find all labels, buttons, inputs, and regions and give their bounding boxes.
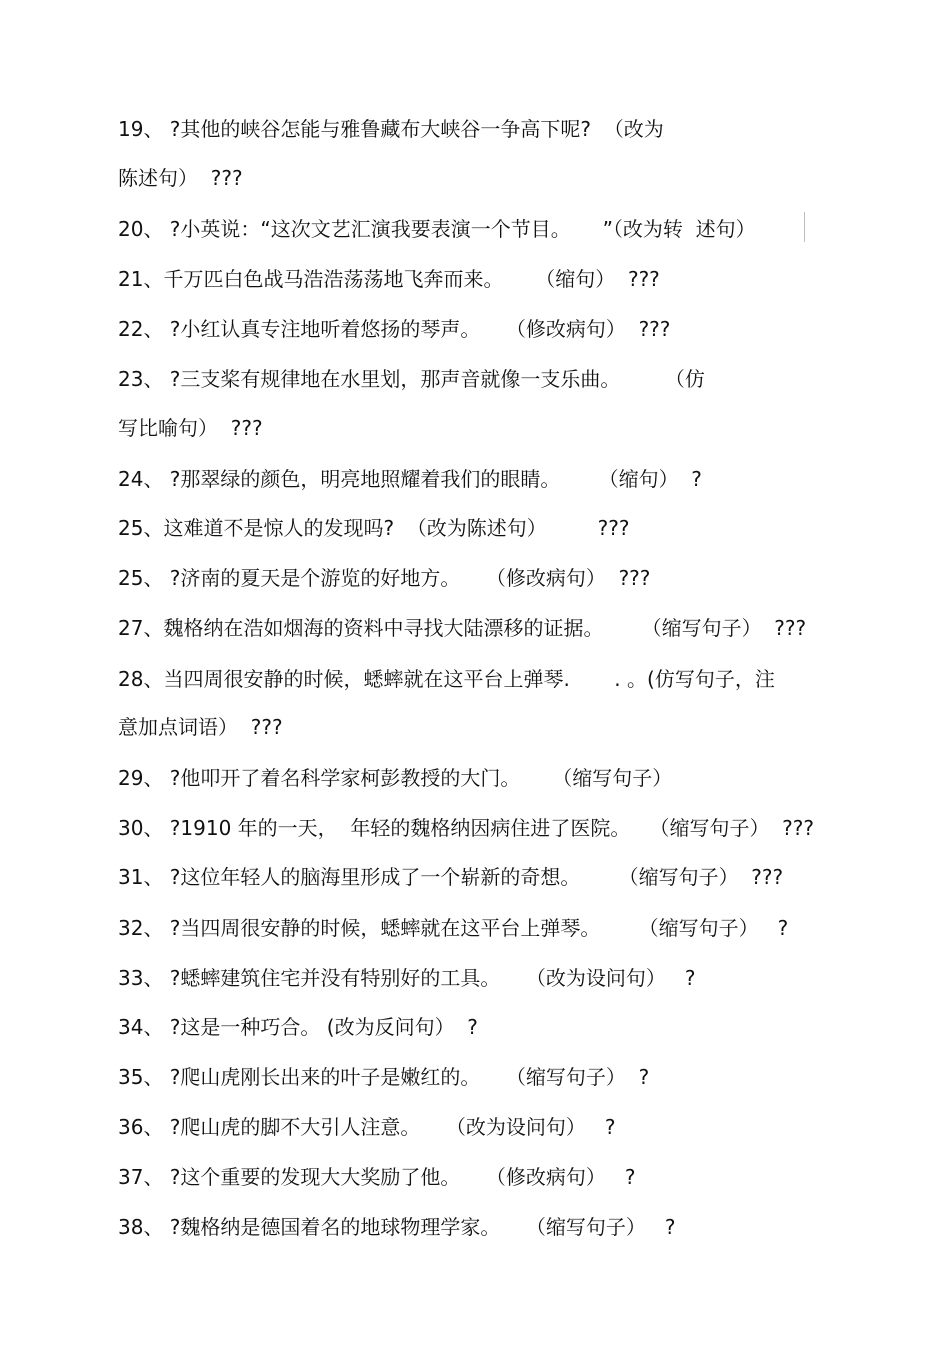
text-line: 21、千万匹白色战马浩浩荡荡地飞奔而来。 （缩句） ??? — [118, 267, 660, 291]
text-line: 25、 ?济南的夏天是个游览的好地方。 （修改病句） ??? — [118, 566, 651, 590]
text-line: 19、 ?其他的峡谷怎能与雅鲁藏布大峡谷一争高下呢? （改为 — [118, 117, 664, 141]
text-line: 38、 ?魏格纳是德国着名的地球物理学家。 （缩写句子） ? — [118, 1215, 676, 1239]
text-line: 34、 ?这是一种巧合。 (改为反问句） ? — [118, 1015, 478, 1039]
text-line: 意加点词语） ??? — [118, 715, 283, 739]
vertical-rule — [804, 212, 805, 242]
text-line: 36、 ?爬山虎的脚不大引人注意。 （改为设问句） ? — [118, 1115, 616, 1139]
text-line: 陈述句） ??? — [118, 166, 243, 190]
text-line: 23、 ?三支桨有规律地在水里划，那声音就像一支乐曲。 （仿 — [118, 367, 705, 391]
text-line: 写比喻句） ??? — [118, 416, 263, 440]
text-line: 33、 ?蟋蟀建筑住宅并没有特别好的工具。 （改为设问句） ? — [118, 966, 696, 990]
text-line: 22、 ?小红认真专注地听着悠扬的琴声。 （修改病句） ??? — [118, 317, 671, 341]
text-line: 31、 ?这位年轻人的脑海里形成了一个崭新的奇想。 （缩写句子） ??? — [118, 865, 784, 889]
text-line: 32、 ?当四周很安静的时候，蟋蟀就在这平台上弹琴。 （缩写句子） ? — [118, 916, 789, 940]
text-line: 28、当四周很安静的时候，蟋蟀就在这平台上弹琴. . 。(仿写句子，注 — [118, 667, 775, 691]
text-line: 29、 ?他叩开了着名科学家柯彭教授的大门。 （缩写句子） — [118, 766, 673, 790]
text-line: 27、魏格纳在浩如烟海的资料中寻找大陆漂移的证据。 （缩写句子） ??? — [118, 616, 807, 640]
text-line: 37、 ?这个重要的发现大大奖励了他。 （修改病句） ? — [118, 1165, 636, 1189]
text-line: 35、 ?爬山虎刚长出来的叶子是嫩红的。 （缩写句子） ? — [118, 1065, 650, 1089]
text-line: 25、这难道不是惊人的发现吗? （改为陈述句） ??? — [118, 516, 630, 540]
text-line: 20、 ?小英说：“这次文艺汇演我要表演一个节目。 ”（改为转 述句） — [118, 217, 756, 241]
text-line: 24、 ?那翠绿的颜色，明亮地照耀着我们的眼睛。 （缩句） ? — [118, 467, 702, 491]
text-line: 30、 ?1910 年的一天， 年轻的魏格纳因病住进了医院。 （缩写句子） ??? — [118, 816, 815, 840]
